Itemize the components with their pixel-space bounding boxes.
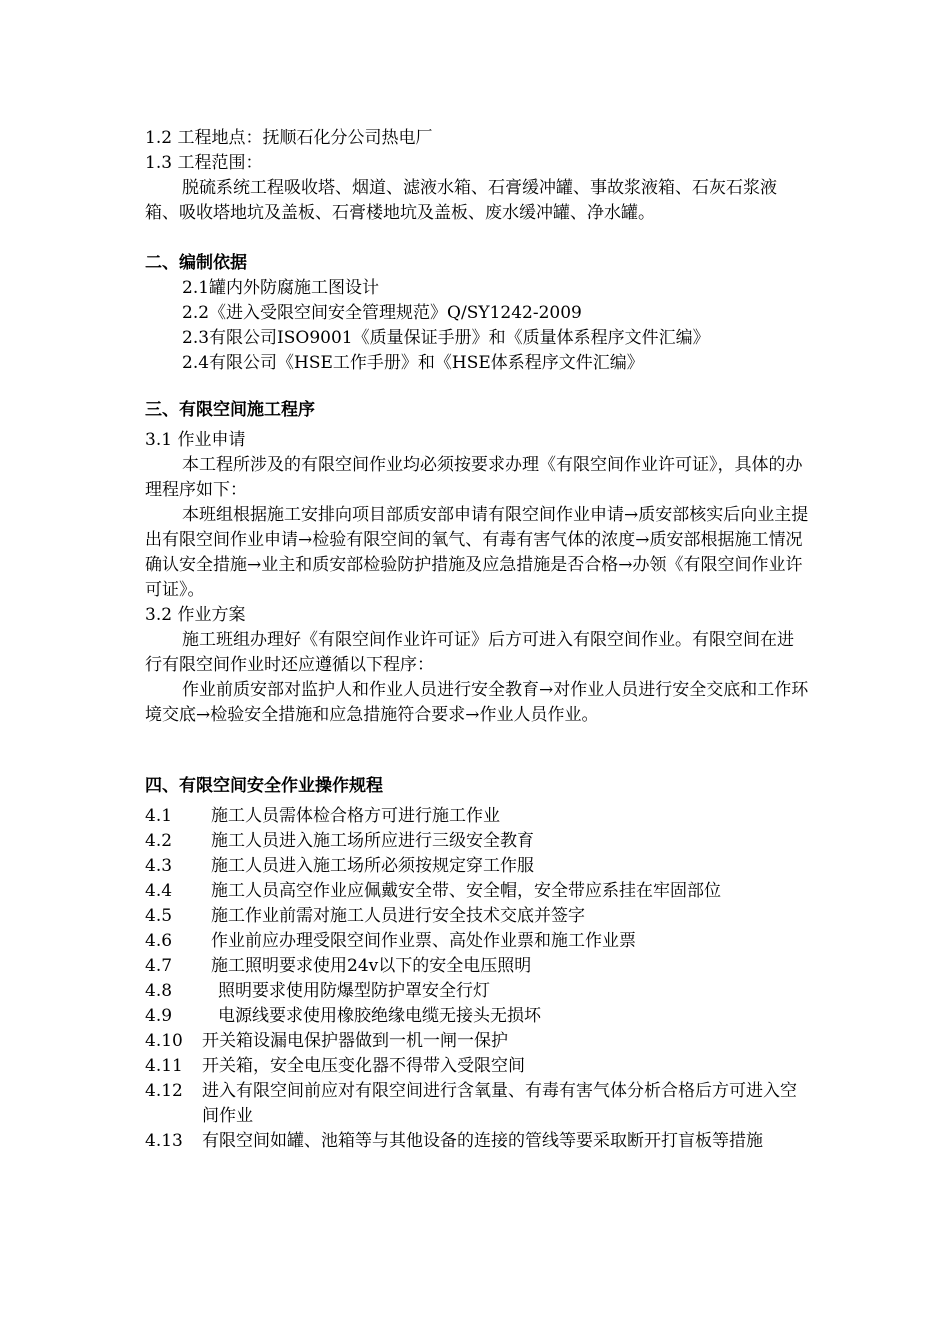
subsection-3-1-paragraph-1: 本工程所涉及的有限空间作业均必须按要求办理《有限空间作业许可证》，具体的办理程序如下： <box>145 455 803 500</box>
section-3-heading: 三、有限空间施工程序 <box>145 400 315 420</box>
rule-text: 作业前应办理受限空间作业票、高处作业票和施工作业票 <box>211 931 636 951</box>
basis-item-2-2: 2.2《进入受限空间安全管理规范》Q/SY1242-2009 <box>182 303 582 323</box>
rule-text: 施工人员高空作业应佩戴安全带、安全帽，安全带应系挂在牢固部位 <box>211 881 721 901</box>
rule-number: 4.9 <box>145 1006 173 1026</box>
rule-item <box>145 929 810 954</box>
rule-number: 4.8 <box>145 981 173 1001</box>
subsection-3-1-paragraph-2: 本班组根据施工安排向项目部质安部申请有限空间作业申请→质安部核实后向业主提出有限空间作业申请→检验有限空间的氧气、有毒有害气体的浓度→质安部根据施工情况确认安全措施→业主和质安部检验防护措施及应急措施是否合格→办领《有限空间作业许可证》。 <box>145 505 809 600</box>
rule-text: 开关箱，安全电压变化器不得带入受限空间 <box>202 1056 525 1076</box>
rule-item <box>145 1004 810 1029</box>
rule-item <box>145 1129 810 1154</box>
rule-item <box>145 1054 810 1079</box>
rule-number: 4.1 <box>145 806 173 826</box>
rule-item <box>145 954 810 979</box>
rule-number: 4.7 <box>145 956 173 976</box>
rule-text: 施工人员进入施工场所必须按规定穿工作服 <box>211 856 534 876</box>
section-2-heading: 二、编制依据 <box>145 253 247 273</box>
rule-item <box>145 1079 810 1129</box>
rule-text: 照明要求使用防爆型防护罩安全行灯 <box>218 981 490 1001</box>
basis-item-2-4: 2.4有限公司《HSE工作手册》和《HSE体系程序文件汇编》 <box>182 353 644 373</box>
rule-item <box>145 804 810 829</box>
subsection-3-2-title: 3.2 作业方案 <box>145 605 246 625</box>
rule-text: 施工人员进入施工场所应进行三级安全教育 <box>211 831 534 851</box>
subsection-3-2-paragraph-2: 作业前质安部对监护人和作业人员进行安全教育→对作业人员进行安全交底和工作环境交底→检验安全措施和应急措施符合要求→作业人员作业。 <box>145 680 809 725</box>
rule-text: 施工照明要求使用24v以下的安全电压照明 <box>211 956 532 976</box>
section-4-heading: 四、有限空间安全作业操作规程 <box>145 776 383 796</box>
scope-paragraph: 脱硫系统工程吸收塔、烟道、滤液水箱、石膏缓冲罐、事故浆液箱、石灰石浆液箱、吸收塔地坑及盖板、石膏楼地坑及盖板、废水缓冲罐、净水罐。 <box>145 178 777 223</box>
rule-number: 4.3 <box>145 856 173 876</box>
rule-text: 施工作业前需对施工人员进行安全技术交底并签字 <box>211 906 585 926</box>
document-page <box>145 126 810 1154</box>
rule-number: 4.4 <box>145 881 173 901</box>
rule-text: 施工人员需体检合格方可进行施工作业 <box>211 806 500 826</box>
rule-item <box>145 879 810 904</box>
subsection-3-2-paragraph-1: 施工班组办理好《有限空间作业许可证》后方可进入有限空间作业。有限空间在进行有限空间作业时还应遵循以下程序： <box>145 630 794 675</box>
rule-number: 4.10 <box>145 1031 183 1051</box>
rule-text: 有限空间如罐、池箱等与其他设备的连接的管线等要采取断开打盲板等措施 <box>202 1131 763 1151</box>
rule-number: 4.6 <box>145 931 173 951</box>
rule-text: 电源线要求使用橡胶绝缘电缆无接头无损坏 <box>218 1006 541 1026</box>
rule-number: 4.2 <box>145 831 173 851</box>
rule-number: 4.11 <box>145 1056 183 1076</box>
rule-text: 开关箱设漏电保护器做到一机一闸一保护 <box>202 1031 508 1051</box>
rule-item <box>145 904 810 929</box>
basis-item-2-1: 2.1罐内外防腐施工图设计 <box>182 278 380 298</box>
rule-number: 4.12 <box>145 1081 183 1101</box>
rule-item <box>145 979 810 1004</box>
item-1-2: 1.2 工程地点：抚顺石化分公司热电厂 <box>145 128 433 148</box>
item-1-3: 1.3 工程范围： <box>145 153 263 173</box>
rule-number: 4.5 <box>145 906 173 926</box>
rule-item <box>145 854 810 879</box>
rule-item <box>145 829 810 854</box>
rule-item <box>145 1029 810 1054</box>
rule-number: 4.13 <box>145 1131 183 1151</box>
rule-text: 进入有限空间前应对有限空间进行含氧量、有毒有害气体分析合格后方可进入空间作业 <box>202 1081 797 1126</box>
basis-item-2-3: 2.3有限公司ISO9001《质量保证手册》和《质量体系程序文件汇编》 <box>182 328 710 348</box>
subsection-3-1-title: 3.1 作业申请 <box>145 430 246 450</box>
